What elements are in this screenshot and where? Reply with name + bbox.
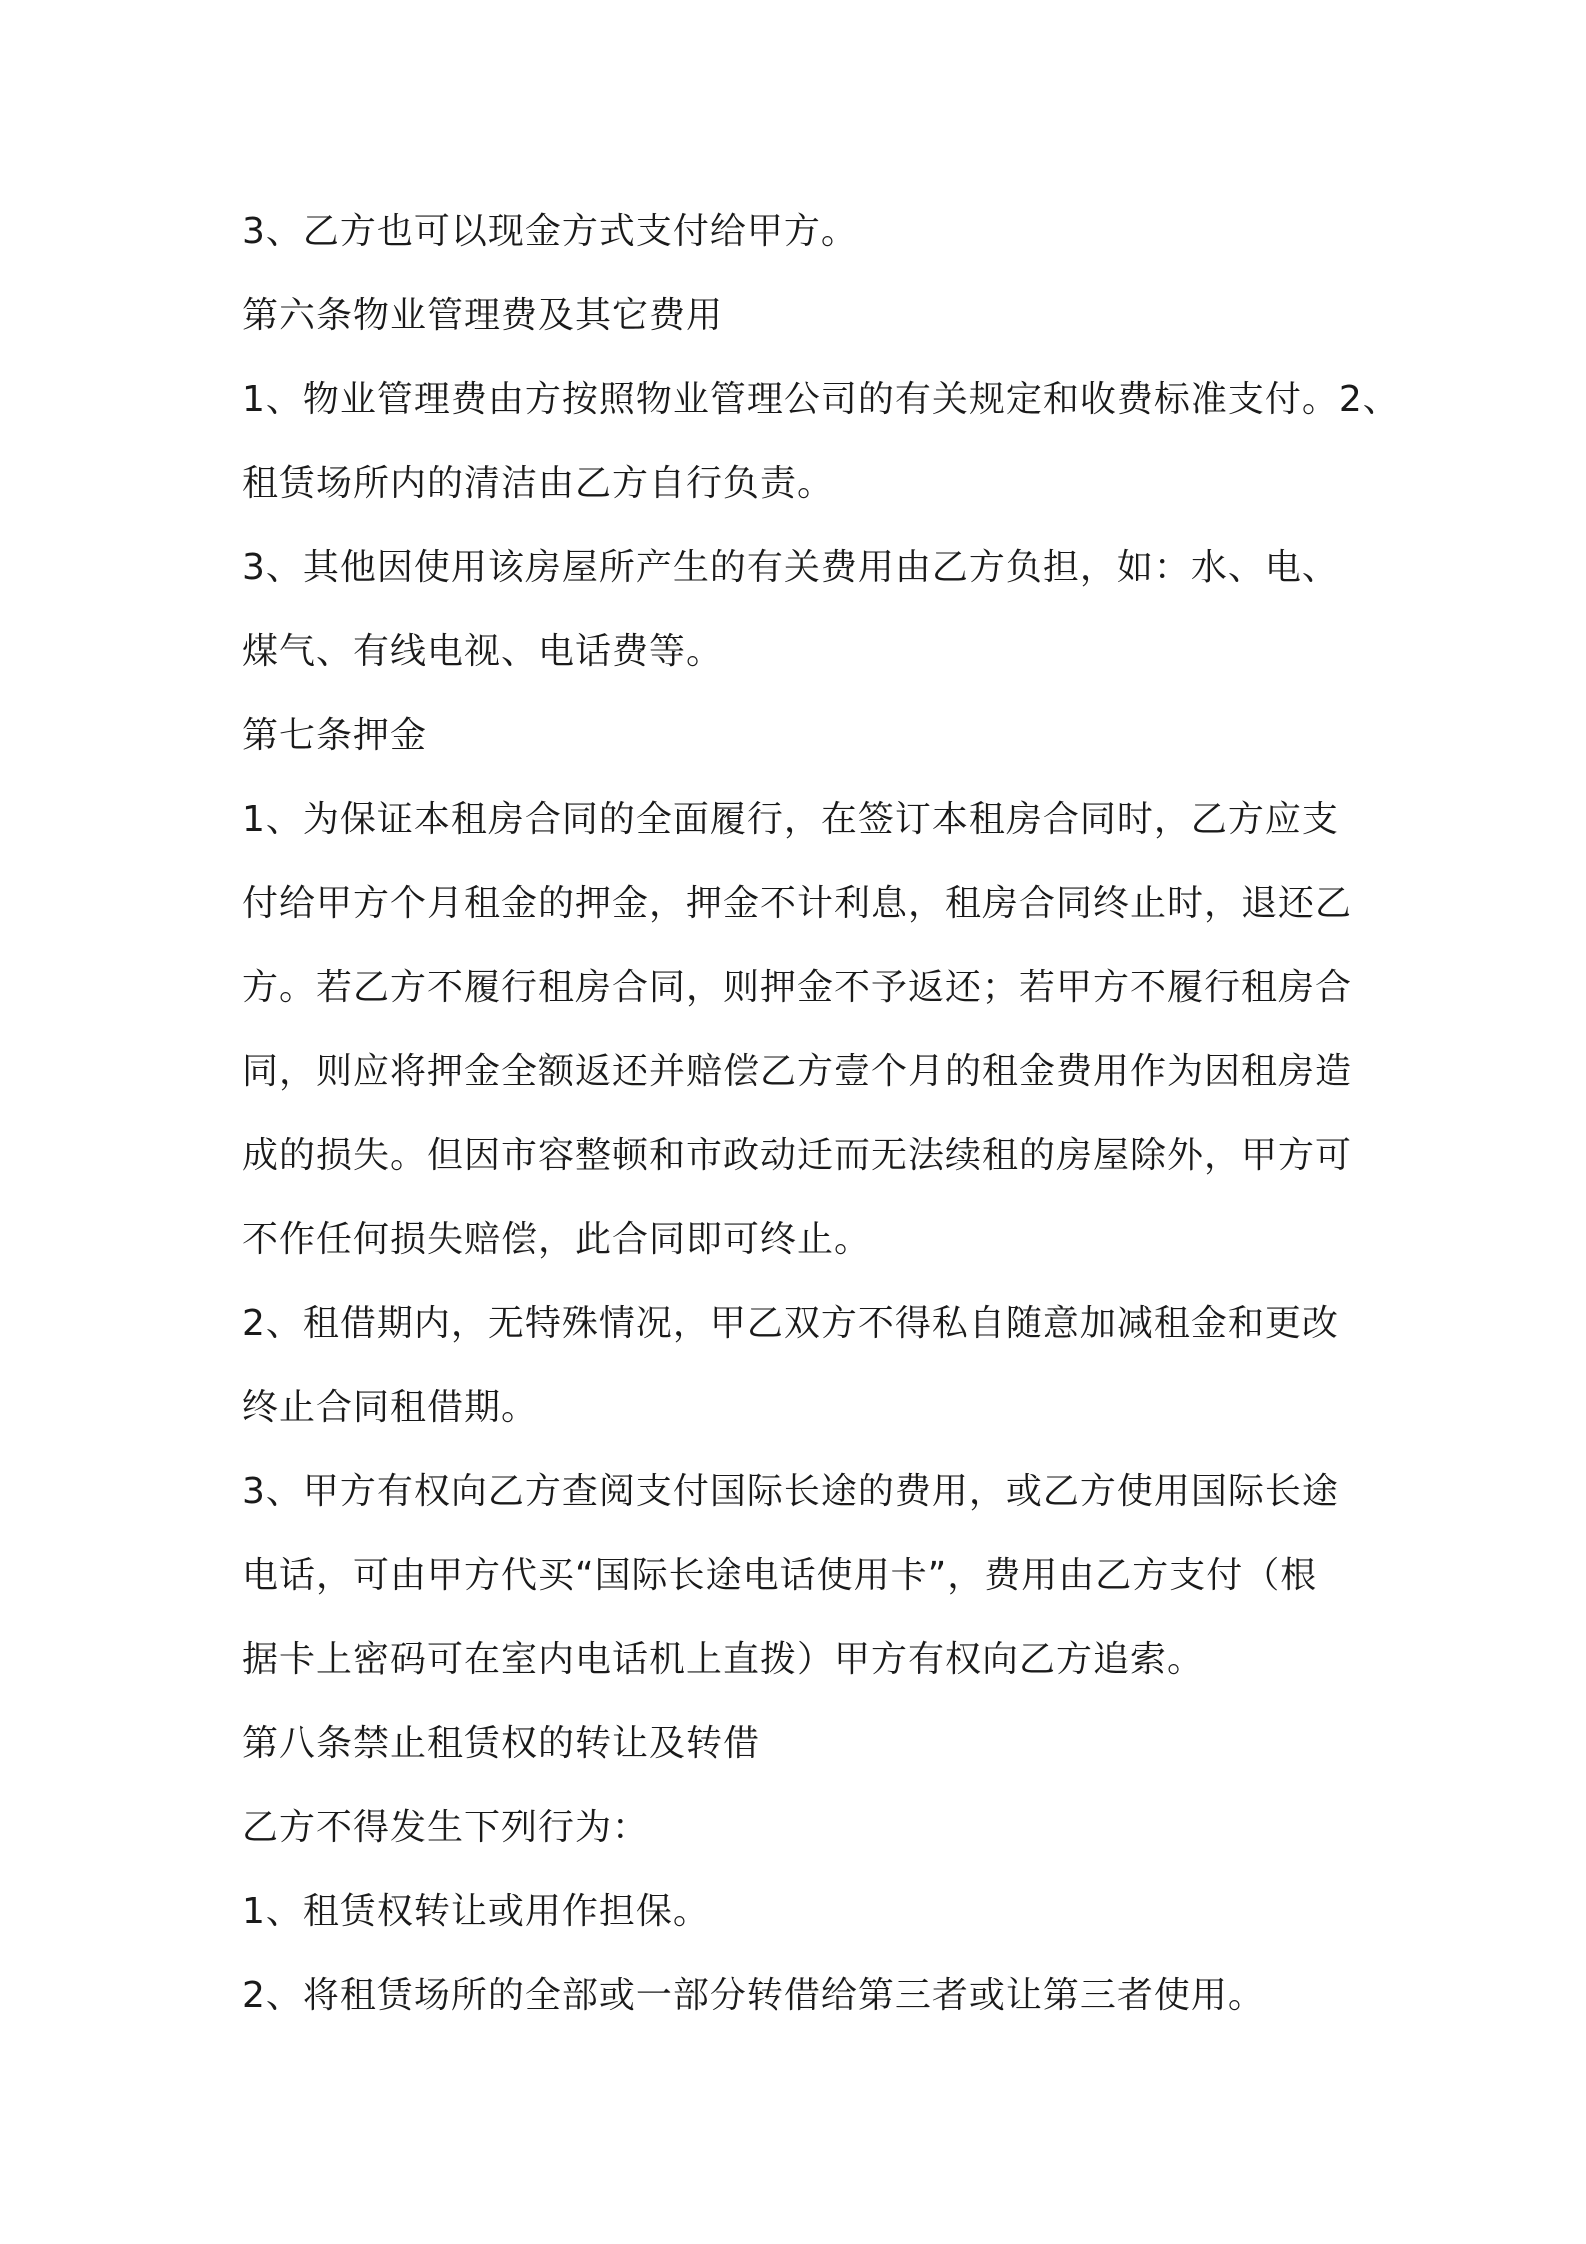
paragraph-line: 1、租赁权转让或用作担保。 [242, 1891, 710, 1932]
paragraph-line: 方。若乙方不履行租房合同，则押金不予返还；若甲方不履行租房合 [242, 967, 1353, 1008]
paragraph-line: 付给甲方个月租金的押金，押金不计利息，租房合同终止时，退还乙 [242, 883, 1353, 924]
paragraph-line: 3、甲方有权向乙方查阅支付国际长途的费用，或乙方使用国际长途 [242, 1471, 1339, 1512]
paragraph-line: 成的损失。但因市容整顿和市政动迁而无法续租的房屋除外，甲方可 [242, 1135, 1353, 1176]
paragraph-line: 不作任何损失赔偿，此合同即可终止。 [242, 1219, 872, 1260]
paragraph-line: 1、为保证本租房合同的全面履行，在签订本租房合同时，乙方应支 [242, 799, 1339, 840]
paragraph-line: 1、物业管理费由方按照物业管理公司的有关规定和收费标准支付。2、 [242, 379, 1400, 420]
paragraph-line: 租赁场所内的清洁由乙方自行负责。 [242, 463, 835, 504]
document-body [242, 190, 1400, 2038]
paragraph-line: 3、其他因使用该房屋所产生的有关费用由乙方负担，如：水、电、 [242, 547, 1339, 588]
section-heading: 第六条物业管理费及其它费用 [242, 295, 724, 336]
section-heading: 第七条押金 [242, 715, 428, 756]
paragraph-line: 乙方不得发生下列行为： [242, 1807, 650, 1848]
paragraph-line: 同，则应将押金全额返还并赔偿乙方壹个月的租金费用作为因租房造 [242, 1051, 1353, 1092]
paragraph-line: 3、乙方也可以现金方式支付给甲方。 [242, 211, 858, 252]
paragraph-line: 终止合同租借期。 [242, 1387, 539, 1428]
paragraph-line: 据卡上密码可在室内电话机上直拨）甲方有权向乙方追索。 [242, 1639, 1205, 1680]
paragraph-line: 2、租借期内，无特殊情况，甲乙双方不得私自随意加减租金和更改 [242, 1303, 1339, 1344]
paragraph-line: 2、将租赁场所的全部或一部分转借给第三者或让第三者使用。 [242, 1975, 1265, 2016]
paragraph-line: 煤气、有线电视、电话费等。 [242, 631, 724, 672]
section-heading: 第八条禁止租赁权的转让及转借 [242, 1723, 761, 1764]
paragraph-line: 电话，可由甲方代买“国际长途电话使用卡”，费用由乙方支付（根 [242, 1555, 1318, 1596]
